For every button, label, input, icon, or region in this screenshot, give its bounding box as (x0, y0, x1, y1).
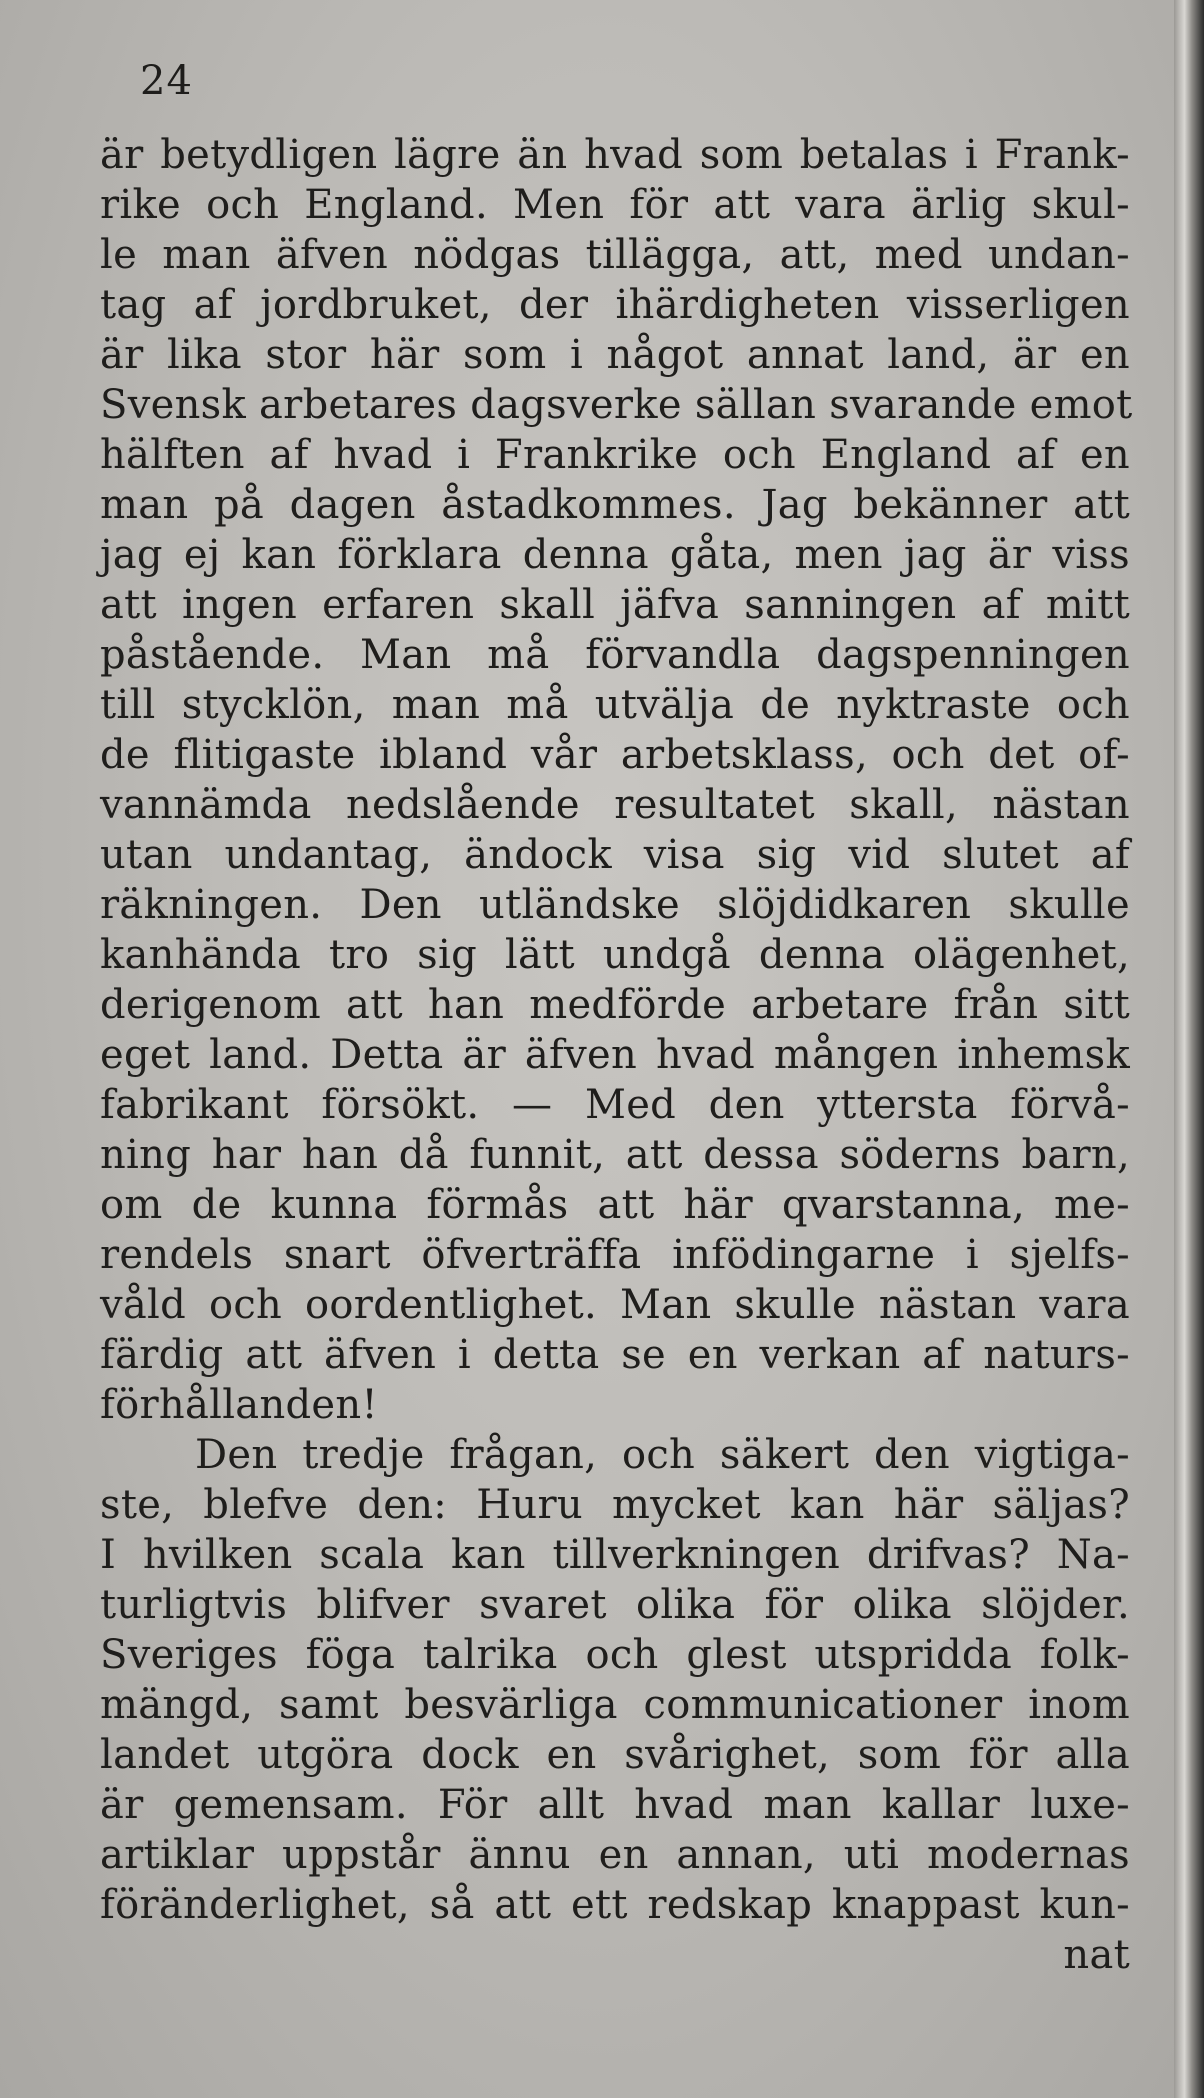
text-line: Svensk arbetares dagsverke sällan svarande emot (100, 382, 1133, 428)
text-line: tag af jordbruket, der ihärdigheten visserligen (100, 282, 1130, 328)
text-line: mängd, samt besvärliga communicationer inom (100, 1682, 1130, 1728)
text-line: är gemensam. För allt hvad man kallar luxe- (100, 1782, 1130, 1828)
text-line: till stycklön, man må utvälja de nyktraste och (100, 682, 1130, 728)
text-line: le man äfven nödgas tillägga, att, med undan- (100, 232, 1130, 278)
text-line: landet utgöra dock en svårighet, som för alla (100, 1732, 1130, 1778)
text-line: om de kunna förmås att här qvarstanna, me- (100, 1182, 1130, 1228)
text-line: vannämda nedslående resultatet skall, nästan (100, 782, 1130, 828)
text-line: rike och England. Men för att vara ärlig skul- (100, 182, 1130, 228)
text-line: föränderlighet, så att ett redskap knappast kun- (100, 1882, 1130, 1928)
page-number: 24 (140, 58, 193, 104)
paragraph-start-line: Den tredje frågan, och säkert den vigtiga- (195, 1432, 1130, 1478)
catchword: nat (1063, 1932, 1130, 1978)
text-line: ste, blefve den: Huru mycket kan här säljas? (100, 1482, 1130, 1528)
text-line: är betydligen lägre än hvad som betalas i Frank- (100, 132, 1130, 178)
body-text (100, 130, 1133, 1980)
text-line: fabrikant försökt. — Med den yttersta förvå- (100, 1082, 1130, 1128)
text-line: är lika stor här som i något annat land, är en (100, 332, 1130, 378)
text-line: derigenom att han medförde arbetare från sitt (100, 982, 1130, 1028)
text-line: hälften af hvad i Frankrike och England af en (100, 432, 1130, 478)
text-line: I hvilken scala kan tillverkningen drifvas? Na- (100, 1532, 1130, 1578)
page-edge (1174, 0, 1204, 2098)
paragraph-end-line: förhållanden! (100, 1382, 378, 1428)
text-line: jag ej kan förklara denna gåta, men jag är viss (100, 532, 1130, 578)
text-line: färdig att äfven i detta se en verkan af naturs- (100, 1332, 1130, 1378)
text-line: räkningen. Den utländske slöjdidkaren skulle (100, 882, 1130, 928)
text-line: eget land. Detta är äfven hvad mången inhemsk (100, 1032, 1130, 1078)
text-line: ning har han då funnit, att dessa söderns barn, (100, 1132, 1130, 1178)
text-line: utan undantag, ändock visa sig vid slutet af (100, 832, 1130, 878)
text-line: att ingen erfaren skall jäfva sanningen af mitt (100, 582, 1130, 628)
text-line: våld och oordentlighet. Man skulle nästan vara (100, 1282, 1130, 1328)
text-line: man på dagen åstadkommes. Jag bekänner att (100, 482, 1130, 528)
text-line: påstående. Man må förvandla dagspenningen (100, 632, 1130, 678)
text-line: de flitigaste ibland vår arbetsklass, och det of- (100, 732, 1130, 778)
text-line: artiklar uppstår ännu en annan, uti modernas (100, 1832, 1130, 1878)
text-line: turligtvis blifver svaret olika för olika slöjder. (100, 1582, 1130, 1628)
text-line: Sveriges föga talrika och glest utspridda folk- (100, 1632, 1130, 1678)
text-line: rendels snart öfverträffa infödingarne i sjelfs- (100, 1232, 1130, 1278)
text-line: kanhända tro sig lätt undgå denna olägenhet, (100, 932, 1130, 978)
